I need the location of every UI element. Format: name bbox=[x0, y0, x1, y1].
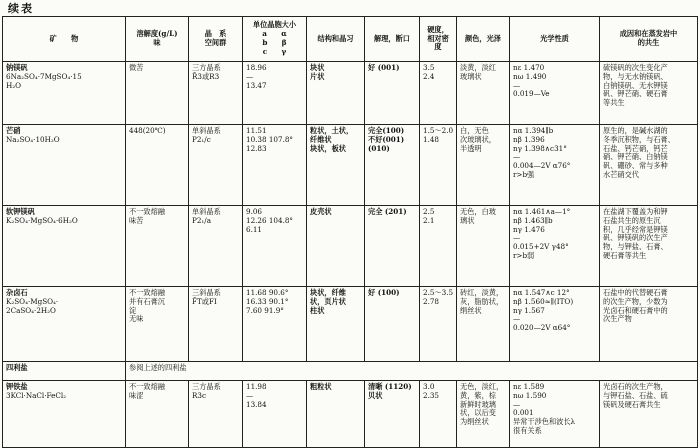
habit-text: 块状，纤维 bbox=[310, 288, 346, 297]
cell-optics bbox=[510, 125, 600, 206]
mineral-text: K₂SO₄·MgSO₄· bbox=[6, 296, 59, 306]
color-text: 淡黄，淡红 bbox=[460, 63, 496, 72]
cell-hardness bbox=[420, 125, 457, 206]
cell-color bbox=[457, 62, 510, 125]
optics-text: nγ 1.567 bbox=[513, 305, 545, 315]
color-text: 半透明 bbox=[460, 143, 482, 153]
cell-text: 11.51 bbox=[246, 126, 267, 135]
cell-habit bbox=[307, 381, 365, 448]
optics-text: nω 1.590 bbox=[513, 390, 547, 400]
color-text: 状，以后变 bbox=[460, 408, 496, 418]
mineral-text: 芒硝 bbox=[6, 126, 21, 135]
genesis-text: 物，与钾盐、石膏、 bbox=[603, 242, 668, 252]
genesis-text: 镁矾及硬石膏共生 bbox=[603, 399, 661, 409]
optics-text: nβ 1.396 bbox=[513, 134, 545, 144]
hardness-text: 1.48 bbox=[423, 134, 440, 144]
cleavage-text: (010) bbox=[368, 143, 390, 153]
optics-text: 很有关系 bbox=[513, 425, 542, 435]
color-text: 璃状 bbox=[460, 215, 475, 225]
cell-system bbox=[189, 381, 243, 448]
mineral-text: 软钾镁矾 bbox=[6, 207, 35, 216]
habit-text: 纤维状 bbox=[310, 134, 332, 144]
genesis-text: 矾、硼砂、常与多种 bbox=[603, 161, 668, 171]
cell-cleavage bbox=[365, 62, 420, 125]
cell-habit bbox=[307, 62, 365, 125]
cell-genesis bbox=[600, 206, 698, 287]
optics-text: nε 1.589 bbox=[513, 382, 545, 391]
optics-text: nα 1.394∥b bbox=[513, 126, 554, 135]
hardness-text: 2.5 bbox=[423, 207, 435, 216]
optics-text: 0.019—Ve bbox=[513, 89, 550, 99]
header-cell: 单位晶胞大小 a α b β c γ bbox=[243, 17, 307, 62]
system-text: 三方晶系 bbox=[192, 63, 221, 72]
hardness-text: 3.0 bbox=[423, 382, 435, 391]
genesis-text: 矾、钾镁矾的次生产 bbox=[603, 233, 668, 243]
cell-text: 9.06 bbox=[246, 207, 263, 216]
cell-text: 10.38 107.8° bbox=[246, 134, 294, 144]
solubility-text: 并有石膏沉 bbox=[129, 296, 165, 306]
optics-text: nγ 1.476 bbox=[513, 224, 545, 234]
mineral-text: 钾铁盐 bbox=[6, 382, 28, 391]
header-color: 颜色，光泽 bbox=[457, 17, 510, 62]
optics-text: nω 1.490 bbox=[513, 71, 547, 81]
habit-text: 块状，板状 bbox=[310, 143, 346, 153]
cell-mineral bbox=[3, 62, 126, 125]
genesis-text: 的次生产物，少数为 bbox=[603, 296, 668, 306]
optics-text: 异常干涉色和波长λ bbox=[513, 417, 576, 427]
solubility-text: 不一致熔融 bbox=[129, 207, 165, 216]
optics-text: 0.004—2V α76° bbox=[513, 161, 571, 171]
genesis-text: 矾、钾芒硝、硬石膏 bbox=[603, 89, 668, 99]
optics-text: — bbox=[513, 233, 521, 243]
hardness-text: 2.78 bbox=[423, 296, 440, 306]
solubility-text: 448(20℃) bbox=[129, 126, 166, 135]
hardness-text: 2.4 bbox=[423, 71, 435, 81]
table-row bbox=[3, 362, 698, 381]
genesis-text: 光卤石和硬石膏中的 bbox=[603, 305, 668, 315]
header-habit: 结构和晶习 bbox=[307, 17, 365, 62]
cell-color bbox=[457, 381, 510, 448]
cell-text: 11.98 bbox=[246, 382, 267, 391]
mineral-text: 钠镁矾 bbox=[6, 63, 28, 72]
header-genesis: 成因和在蒸发岩中 的共生 bbox=[600, 17, 698, 62]
mineral-name: 四利盐 bbox=[6, 363, 28, 372]
cell-solubility bbox=[126, 206, 189, 287]
cell-habit bbox=[307, 206, 365, 287]
color-text: 新鲜时玻璃 bbox=[460, 399, 496, 409]
optics-text: — bbox=[513, 314, 521, 324]
header-system: 晶 系 空间群 bbox=[189, 17, 243, 62]
genesis-text: 次生产物 bbox=[603, 314, 632, 324]
optics-text: nβ 1.560≈∥(ITO) bbox=[513, 296, 574, 306]
cell-text: 13.84 bbox=[246, 399, 267, 409]
solubility-text: 淀 bbox=[129, 305, 137, 315]
cell-text: 7.60 91.9° bbox=[246, 305, 284, 315]
color-text: 砖红，淡黄， bbox=[460, 288, 504, 297]
habit-text: 粗粒状 bbox=[310, 382, 332, 391]
habit-text: 片状 bbox=[310, 71, 325, 81]
cell-text: 6.11 bbox=[246, 224, 263, 234]
mineral-text: H₂O bbox=[6, 80, 22, 90]
cell-text: 12.83 bbox=[246, 143, 267, 153]
optics-text: nβ 1.463∥b bbox=[513, 215, 553, 225]
hardness-text: 3.5 bbox=[423, 63, 435, 72]
optics-text: 0.020—2V α64° bbox=[513, 323, 571, 333]
cell-solubility bbox=[126, 125, 189, 206]
mineral-text: 3KCl·NaCl·FeCl₂ bbox=[6, 390, 67, 400]
color-text: 次玻璃状， bbox=[460, 134, 496, 144]
cell-solubility bbox=[126, 381, 189, 448]
cleavage-text: 不好(001) bbox=[368, 134, 405, 144]
header-hardness: 硬度， 相对密 度 bbox=[420, 17, 457, 62]
table-row bbox=[3, 125, 698, 206]
cell-solubility bbox=[126, 287, 189, 362]
genesis-text: 石盐、钙芒硝，钙芒 bbox=[603, 143, 668, 153]
cell-genesis bbox=[600, 381, 698, 448]
cleavage-text: 好 (100) bbox=[368, 288, 400, 297]
cell-cell bbox=[243, 62, 307, 125]
genesis-text: 白钠镁矾、无水钾镁 bbox=[603, 80, 668, 90]
optics-text: nα 1.461∧a—1° bbox=[513, 207, 571, 216]
cell-cleavage bbox=[365, 206, 420, 287]
genesis-text: 石盐共生的原生沉 bbox=[603, 215, 661, 225]
cell-cleavage bbox=[365, 381, 420, 448]
optics-text: nγ 1.398∧c31° bbox=[513, 143, 567, 153]
genesis-text: 水芒硝交代 bbox=[603, 169, 639, 179]
optics-text: 0.015+2V γ48° bbox=[513, 242, 569, 252]
mineral-text: 6Na₂SO₄·7MgSO₄·15 bbox=[6, 71, 82, 81]
table-row bbox=[3, 206, 698, 287]
genesis-text: 与钾石盐、石盐、硫 bbox=[603, 390, 668, 400]
mineral-text: 2CaSO₄·2H₂O bbox=[6, 305, 56, 315]
cell-mineral bbox=[3, 125, 126, 206]
solubility-text: 微苦 bbox=[129, 63, 144, 72]
cell-genesis bbox=[600, 125, 698, 206]
cell-cell bbox=[243, 287, 307, 362]
cell-cleavage bbox=[365, 287, 420, 362]
cell-genesis bbox=[600, 62, 698, 125]
cell-hardness bbox=[420, 287, 457, 362]
color-text: 灰，脂肪状， bbox=[460, 296, 504, 306]
cell-text: 11.68 90.6° bbox=[246, 288, 289, 297]
cell-hardness bbox=[420, 62, 457, 125]
cell-mineral bbox=[3, 362, 126, 381]
cell-text: 12.26 104.8° bbox=[246, 215, 294, 225]
cleavage-text: 贝状 bbox=[368, 390, 383, 400]
system-text: R̄3或R3 bbox=[192, 71, 220, 81]
genesis-text: 等共生 bbox=[603, 98, 625, 108]
solubility-text: 无味 bbox=[129, 314, 144, 324]
habit-text: 柱状 bbox=[310, 305, 325, 315]
solubility-text: 不一致熔融 bbox=[129, 288, 165, 297]
habit-text: 状，页片状 bbox=[310, 296, 346, 306]
genesis-text: 物，与无水钠镁矾、 bbox=[603, 71, 668, 81]
genesis-text: 在盐湖下覆盖为和钾 bbox=[603, 207, 668, 216]
hardness-text: 2.35 bbox=[423, 390, 440, 400]
cell-optics bbox=[510, 62, 600, 125]
color-text: 无色，白玻 bbox=[460, 207, 496, 216]
system-text: F̄T或FI bbox=[192, 296, 217, 306]
header-optics: 光学性质 bbox=[510, 17, 600, 62]
color-text: 无色，淡红， bbox=[460, 382, 504, 391]
system-text: P2₁/a bbox=[192, 215, 211, 225]
cell-cleavage bbox=[365, 125, 420, 206]
optics-text: nε 1.470 bbox=[513, 63, 545, 72]
cell-system bbox=[189, 125, 243, 206]
system-text: P2₁/c bbox=[192, 134, 211, 144]
cell-color bbox=[457, 206, 510, 287]
habit-text: 块状 bbox=[310, 63, 325, 72]
header-row bbox=[3, 17, 698, 62]
header-mineral: 矿 物 bbox=[3, 17, 126, 62]
table-row bbox=[3, 62, 698, 125]
optics-text: — bbox=[513, 80, 521, 90]
color-text: 白，无色 bbox=[460, 126, 489, 135]
header-solubility: 溶解度(g/L) 味 bbox=[126, 17, 189, 62]
color-text: 绢丝状 bbox=[460, 305, 482, 315]
cleavage-text: 完全(100) bbox=[368, 126, 405, 135]
cell-color bbox=[457, 125, 510, 206]
cell-text: 18.96 bbox=[246, 63, 267, 72]
color-text: 黄，紫，棕 bbox=[460, 390, 496, 400]
cell-system bbox=[189, 62, 243, 125]
cleavage-text: 完全 (201) bbox=[368, 207, 407, 216]
cell-text: 13.47 bbox=[246, 80, 267, 90]
cell-cell bbox=[243, 206, 307, 287]
solubility-text: 不一致熔融 bbox=[129, 382, 165, 391]
mineral-text: K₂SO₄·MgSO₄·6H₂O bbox=[6, 215, 78, 225]
genesis-text: 硝、钾芒硝、白钠镁 bbox=[603, 152, 668, 162]
mineral-text: Na₂SO₄·10H₂O bbox=[6, 134, 60, 144]
header-cleavage: 解理，断口 bbox=[365, 17, 420, 62]
cell-optics bbox=[510, 206, 600, 287]
cleavage-text: 清晰 (1120) bbox=[368, 382, 412, 391]
cleavage-text: 好 (001) bbox=[368, 63, 400, 72]
genesis-text: 硫镁矾的次生变化产 bbox=[603, 63, 668, 72]
genesis-text: 冬季沉积物，与石膏、 bbox=[603, 134, 675, 144]
cell-system bbox=[189, 287, 243, 362]
genesis-text: 原生的，是碱水湖的 bbox=[603, 126, 668, 135]
cell-text: 16.33 90.1° bbox=[246, 296, 289, 306]
genesis-text: 光卤石的次生产物， bbox=[603, 382, 668, 391]
cell-habit bbox=[307, 287, 365, 362]
system-text: R3c bbox=[192, 390, 207, 400]
cell-color bbox=[457, 287, 510, 362]
hardness-text: 1.5～2.0 bbox=[423, 126, 454, 135]
cell-optics bbox=[510, 381, 600, 448]
cell-hardness bbox=[420, 206, 457, 287]
cell-optics bbox=[510, 287, 600, 362]
cell-mineral bbox=[3, 287, 126, 362]
optics-text: — bbox=[513, 152, 521, 162]
table-row bbox=[3, 287, 698, 362]
system-text: 三斜晶系 bbox=[192, 288, 221, 297]
optics-text: r>b强 bbox=[513, 169, 535, 179]
habit-text: 皮壳状 bbox=[310, 207, 332, 216]
optics-text: — bbox=[513, 399, 521, 409]
mineral-text: 杂卤石 bbox=[6, 288, 28, 297]
system-text: 单斜晶系 bbox=[192, 126, 221, 135]
system-text: 三方晶系 bbox=[192, 382, 221, 391]
genesis-text: 硬石膏等共生 bbox=[603, 250, 647, 260]
color-text: 为绢丝状 bbox=[460, 417, 489, 427]
solubility-text: 味苦 bbox=[129, 215, 144, 225]
mineral-table bbox=[2, 16, 698, 448]
hardness-text: 2.5～3.5 bbox=[423, 288, 454, 297]
cell-hardness bbox=[420, 381, 457, 448]
cell-text: — bbox=[246, 71, 254, 81]
note-text: 参阅上述的四利盐 bbox=[129, 363, 187, 372]
cell-cell bbox=[243, 381, 307, 448]
optics-text: r>b弱 bbox=[513, 250, 535, 260]
hardness-text: 2.1 bbox=[423, 215, 435, 225]
cell-mineral bbox=[3, 206, 126, 287]
cell-genesis bbox=[600, 287, 698, 362]
color-text: 玻璃状 bbox=[460, 71, 482, 81]
table-row bbox=[3, 381, 698, 448]
cell-solubility bbox=[126, 62, 189, 125]
cell-text: — bbox=[246, 390, 254, 400]
cell-note bbox=[126, 362, 698, 381]
optics-text: nα 1.547∧c 12° bbox=[513, 288, 570, 297]
solubility-text: 味涩 bbox=[129, 390, 144, 400]
habit-text: 粒状，土状， bbox=[310, 126, 354, 135]
cell-habit bbox=[307, 125, 365, 206]
optics-text: 0.001 bbox=[513, 408, 534, 418]
page-heading: 续表 bbox=[8, 2, 34, 15]
genesis-text: 石盐中的代替硬石膏 bbox=[603, 288, 668, 297]
cell-mineral bbox=[3, 381, 126, 448]
cell-cell bbox=[243, 125, 307, 206]
system-text: 单斜晶系 bbox=[192, 207, 221, 216]
cell-system bbox=[189, 206, 243, 287]
genesis-text: 积，几乎经常是钾镁 bbox=[603, 224, 668, 234]
